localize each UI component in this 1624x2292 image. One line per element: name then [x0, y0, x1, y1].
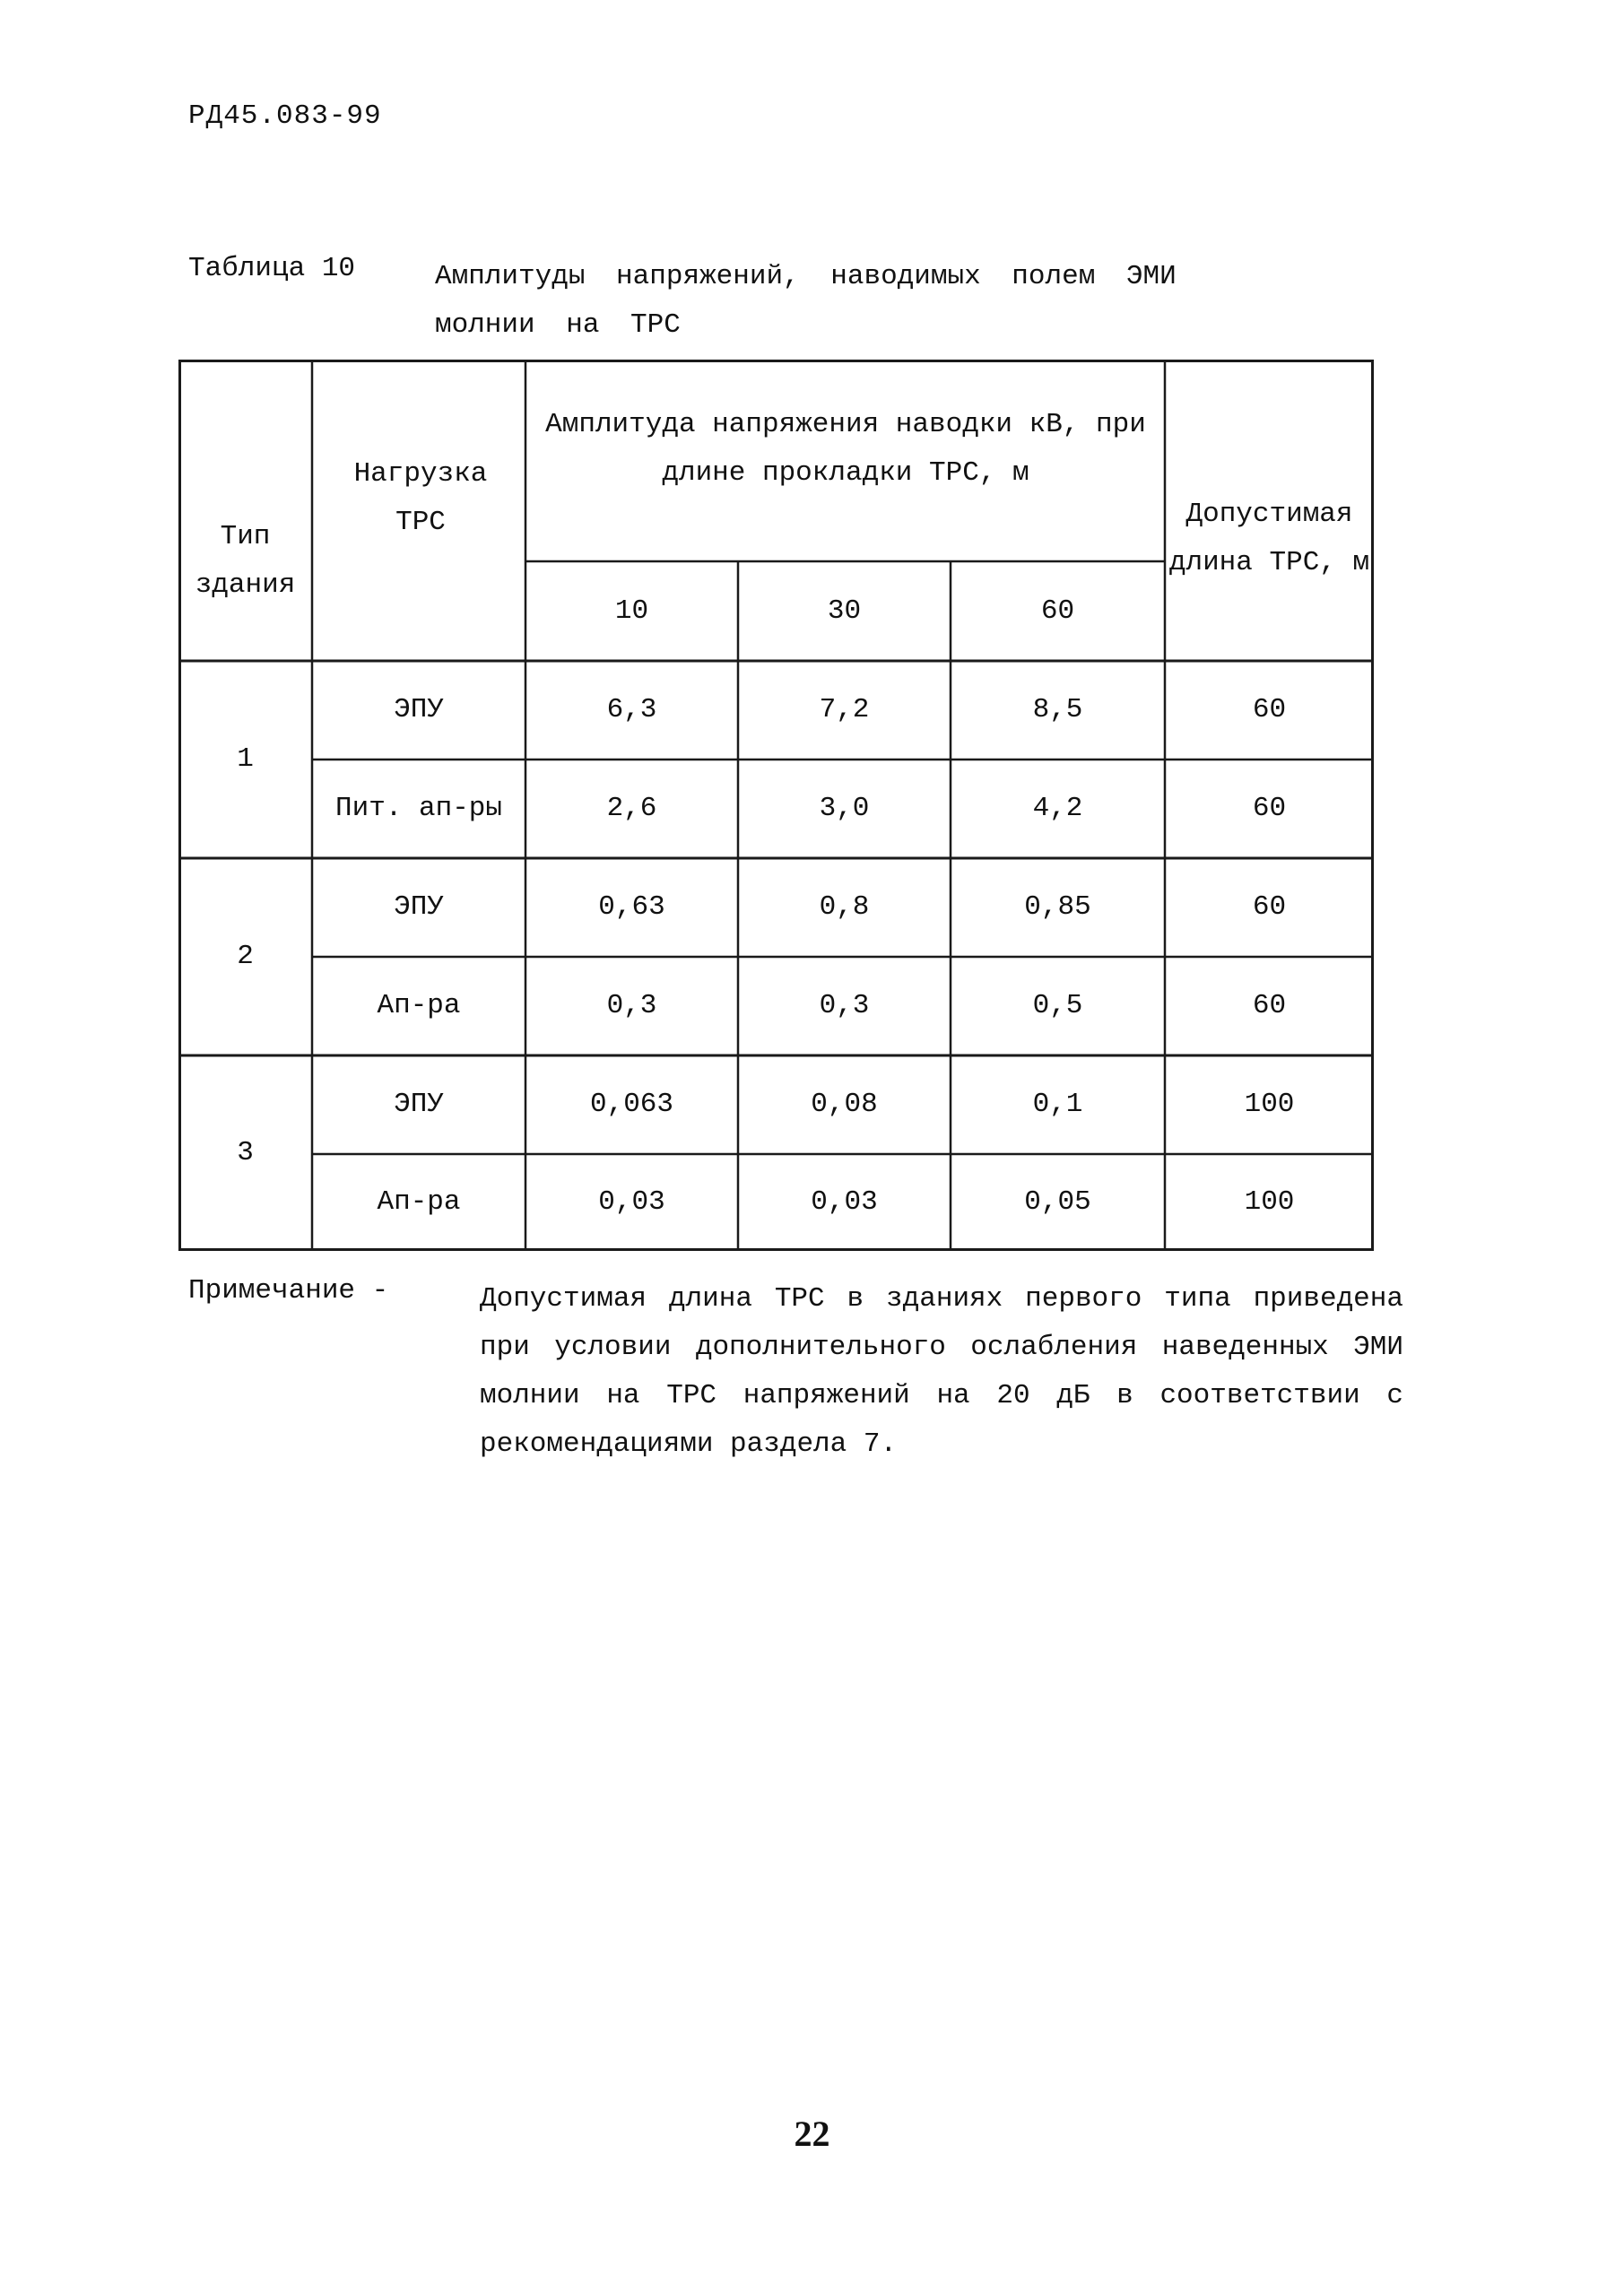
allowed-length-cell: 60	[1252, 694, 1287, 725]
value-cell: 6,3	[606, 694, 657, 725]
note-text: Допустимая длина ТРС в зданиях первого типа приведена при условии дополнительного ослабления наведенных ЭМИ молнии на ТРС напряжений на 20 дБ в соответствии с рекомендациями раздела 7.	[480, 1283, 1403, 1460]
load-cell: ЭПУ	[394, 1089, 444, 1120]
value-cell: 0,5	[1032, 990, 1083, 1021]
value-cell: 0,063	[589, 1089, 673, 1120]
document-code: РД45.083-99	[188, 100, 382, 132]
load-cell: Ап-ра	[377, 990, 461, 1021]
value-cell: 0,1	[1032, 1089, 1083, 1120]
value-cell: 4,2	[1032, 793, 1083, 824]
header-length-30: 30	[827, 595, 862, 627]
value-cell: 7,2	[819, 694, 870, 725]
table-caption-label: Таблица 10	[188, 253, 356, 284]
allowed-length-cell: 60	[1252, 793, 1287, 824]
allowed-length-cell: 100	[1244, 1089, 1295, 1120]
value-cell: 0,08	[811, 1089, 878, 1120]
allowed-length-cell: 60	[1252, 990, 1287, 1021]
value-cell: 0,03	[598, 1186, 665, 1218]
value-cell: 0,05	[1024, 1186, 1091, 1218]
allowed-length-cell: 60	[1252, 891, 1287, 923]
header-length-10: 10	[614, 595, 649, 627]
header-load: Нагрузка ТРС	[353, 458, 488, 538]
page-number: 22	[794, 2114, 830, 2154]
value-cell: 0,03	[811, 1186, 878, 1218]
load-cell: Ап-ра	[377, 1186, 461, 1218]
building-type-cell: 1	[237, 743, 254, 775]
value-cell: 0,3	[606, 990, 657, 1021]
value-cell: 2,6	[606, 793, 657, 824]
value-cell: 0,8	[819, 891, 870, 923]
table-caption-title: Амплитуды напряжений, наводимых полем ЭМИ молнии на ТРС	[435, 261, 1177, 341]
note-label: Примечание -	[188, 1275, 389, 1307]
voltage-amplitude-table	[178, 360, 1374, 1251]
value-cell: 0,63	[598, 891, 665, 923]
header-amplitude-group: Амплитуда напряжения наводки кВ, при длине прокладки ТРС, м	[545, 409, 1146, 489]
header-building-type: Тип здания	[195, 521, 296, 601]
value-cell: 0,3	[819, 990, 870, 1021]
building-type-cell: 2	[237, 941, 254, 972]
value-cell: 8,5	[1032, 694, 1083, 725]
header-length-60: 60	[1040, 595, 1075, 627]
value-cell: 3,0	[819, 793, 870, 824]
load-cell: ЭПУ	[394, 694, 444, 725]
value-cell: 0,85	[1024, 891, 1091, 923]
building-type-cell: 3	[237, 1137, 254, 1168]
load-cell: Пит. ап-ры	[334, 793, 503, 824]
header-allowed-length: Допустимая длина ТРС, м	[1168, 499, 1370, 578]
load-cell: ЭПУ	[394, 891, 444, 923]
allowed-length-cell: 100	[1244, 1186, 1295, 1218]
